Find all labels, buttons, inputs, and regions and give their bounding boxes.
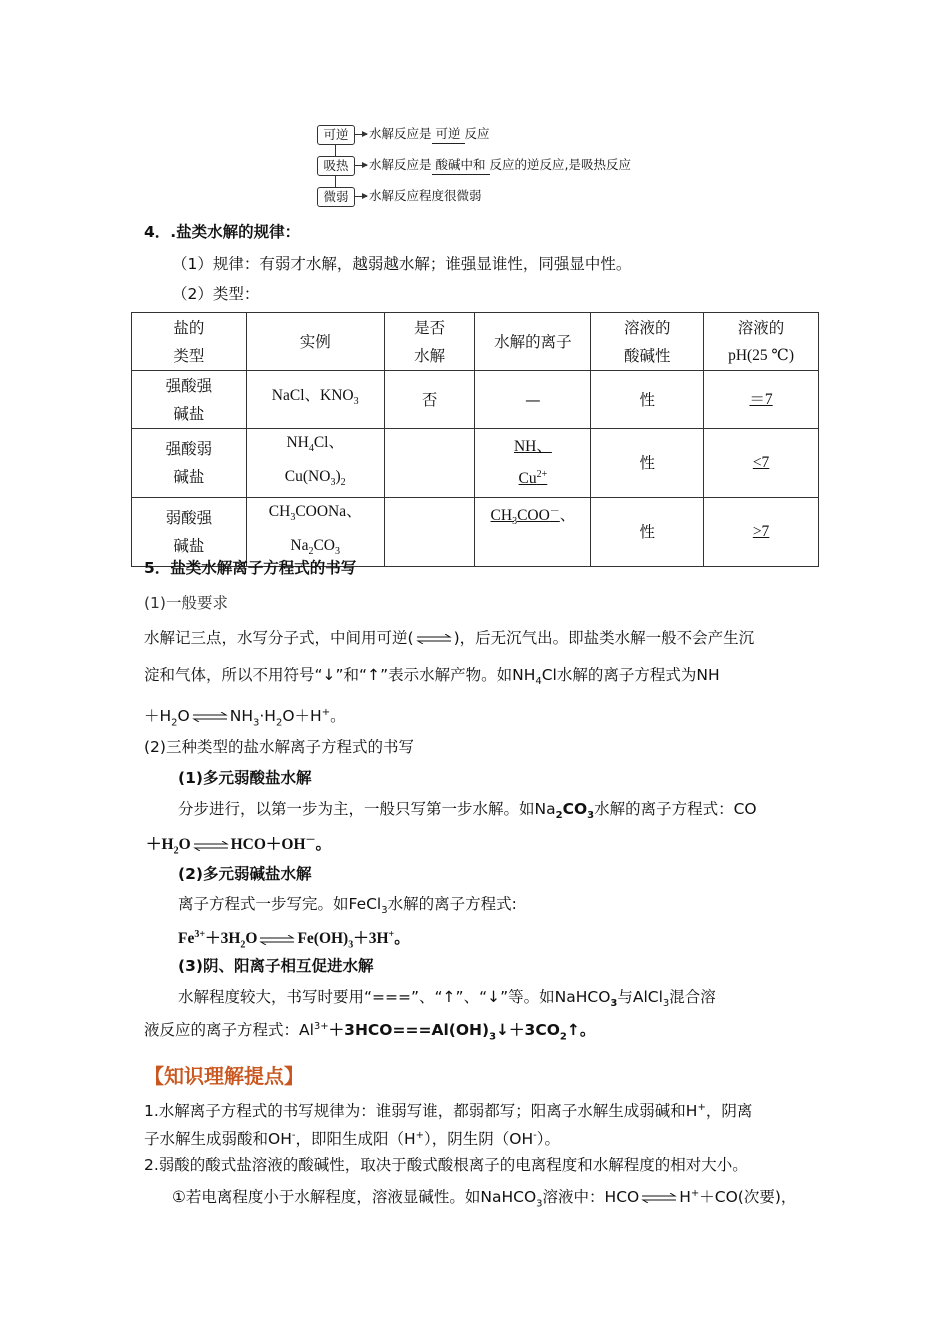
polyprotic-acid-title: (1)多元弱酸盐水解 (178, 769, 312, 787)
header-acidity: 溶液的 酸碱性 (591, 313, 704, 371)
table-row (132, 371, 819, 429)
cell-example: $CH_3COONa$、 $Na_2CO_3$ (246, 498, 384, 567)
polybasic-base-title: (2)多元弱碱盐水解 (178, 865, 312, 883)
paragraph-line: 子水解生成弱酸和OH-，即阳生成阳（H+），阴生阴（OH-）。 (144, 1130, 560, 1149)
reversible-arrow-icon (259, 935, 295, 945)
diagram-text-reversible: 水解反应是 可逆 反应 (369, 125, 490, 144)
rule-text: （1）规律：有弱才水解，越弱越水解；谁强显谁性，同强显中性。 (172, 255, 632, 273)
cell-acidity: 性 (591, 498, 704, 567)
diagram-box-endothermic: 吸热 (317, 156, 355, 176)
cell-ion: NH、 $Cu^{2+}$ (475, 429, 591, 498)
cell-example: $NH_4Cl$、 $Cu(NO_3)_2$ (246, 429, 384, 498)
paragraph-line: 淀和气体，所以不用符号“↓”和“↑”表示水解产物。如$NH_4Cl$水解的离子方程式为NH (144, 666, 720, 688)
knowledge-heading: 【知识理解提点】 (144, 1064, 304, 1088)
cell-hydrolyzes (384, 429, 475, 498)
diagram-box-weak: 微弱 (317, 187, 355, 207)
mutual-promotion-title: (3)阴、阳离子相互促进水解 (178, 957, 374, 975)
cell-example: NaCl、$KNO_3$ (246, 371, 384, 429)
cell-ion: $CH_3COO^-$、 (475, 498, 591, 567)
cell-ph: <7 (704, 429, 819, 498)
equation-line: $Fe^{3+}+3H_2O$ $Fe(OH)_3+3H^+$。 (178, 929, 410, 951)
paragraph-line: 分步进行，以第一步为主，一般只写第一步水解。如$Na_2CO_3$水解的离子方程式：CO (178, 800, 757, 822)
paragraph-line: 1.水解离子方程式的书写规律为：谁弱写谁，都弱都写；阳离子水解生成弱碱和H+，阴离 (144, 1102, 753, 1121)
paragraph-line: $+H_2O$ $NH_3\cdot H_2O+H^+$。 (144, 707, 346, 729)
cell-ph: >7 (704, 498, 819, 567)
paragraph-line: 2.弱酸的酸式盐溶液的酸碱性，取决于酸式酸根离子的电离程度和水解程度的相对大小。 (144, 1156, 748, 1174)
diagram-box-reversible: 可逆 (317, 125, 355, 145)
reversible-arrow-icon (641, 1193, 677, 1203)
paragraph-line: 液反应的离子方程式：$Al^{3+}+3HCO===Al(OH)_3↓+3CO_2↑$。 (144, 1021, 596, 1043)
reversible-arrow-icon (192, 712, 228, 722)
header-ion: 水解的离子 (475, 313, 591, 371)
header-ph: 溶液的 pH(25 ℃) (704, 313, 819, 371)
cell-acidity: 性 (591, 429, 704, 498)
diagram-text-endothermic: 水解反应是 酸碱中和 反应的逆反应,是吸热反应 (369, 156, 631, 175)
section-4-title: 4．.盐类水解的规律： (144, 223, 301, 241)
paragraph-line: 水解记三点，水写分子式，中间用可逆( )，后无沉气出。即盐类水解一般不会产生沉 (144, 629, 755, 647)
paragraph-line: 离子方程式一步写完。如FeCl$_3$水解的离子方程式: (178, 895, 517, 917)
cell-ph: ＝7 (704, 371, 819, 429)
cell-hydrolyzes (384, 498, 475, 567)
cell-acidity: 性 (591, 371, 704, 429)
header-hydrolyzes: 是否 水解 (384, 313, 475, 371)
reversible-arrow-icon (193, 841, 229, 851)
cell-salt-type: 强酸弱 碱盐 (132, 429, 247, 498)
three-types-title: (2)三种类型的盐水解离子方程式的书写 (144, 738, 414, 756)
cell-hydrolyzes: 否 (384, 371, 475, 429)
type-label: （2）类型： (172, 285, 260, 303)
cell-ion: — (475, 371, 591, 429)
table-row (132, 429, 819, 498)
cell-salt-type: 强酸强 碱盐 (132, 371, 247, 429)
table-row (132, 498, 819, 567)
diagram-arrow (355, 165, 367, 166)
section-5-title: 5．盐类水解离子方程式的书写 (144, 559, 357, 577)
diagram-text-weak: 水解反应程度很微弱 (369, 188, 482, 203)
paragraph-line: ①若电离程度小于水解程度，溶液显碱性。如NaHCO$_3$溶液中：HCO H+＋CO(次要)， (172, 1188, 797, 1210)
header-salt-type: 盐的 类型 (132, 313, 247, 371)
diagram-arrow (355, 134, 367, 135)
general-requirements: (1)一般要求 (144, 594, 228, 612)
salt-types-table (131, 312, 819, 567)
diagram-arrow (355, 196, 367, 197)
equation-line: $+H_2O$ HCO＋OH－。 (146, 835, 332, 857)
header-example: 实例 (246, 313, 384, 371)
reversible-arrow-icon (416, 634, 452, 644)
cell-salt-type: 弱酸强 碱盐 (132, 498, 247, 567)
paragraph-line: 水解程度较大，书写时要用“===”、“↑”、“↓”等。如NaHCO$_3$与AlCl$_3$混合溶 (178, 988, 716, 1010)
table-header-row (132, 313, 819, 371)
